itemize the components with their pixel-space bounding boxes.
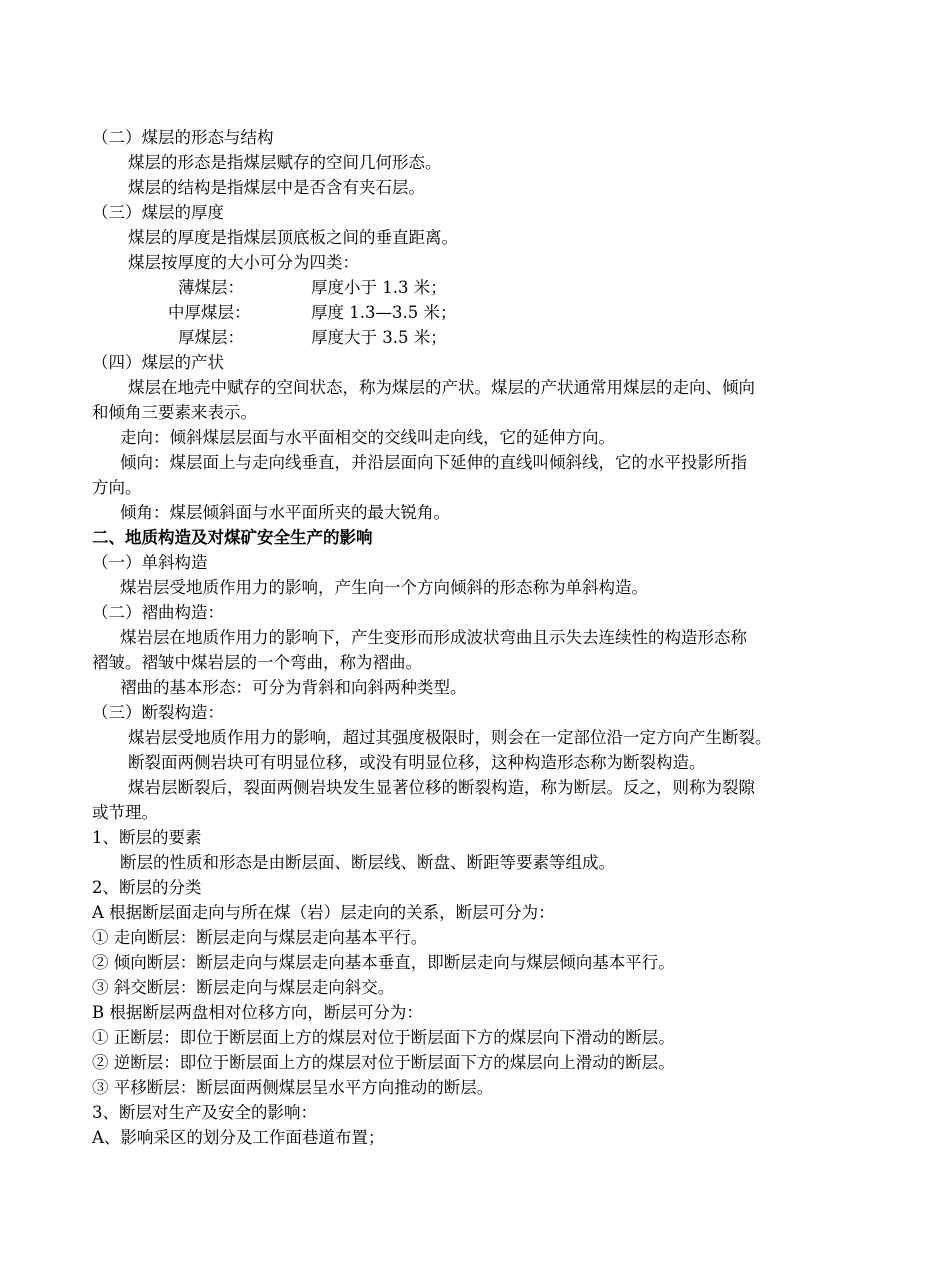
thickness-row-name: 厚煤层： — [178, 328, 244, 347]
thickness-row-desc: 厚度大于 3.5 米； — [311, 328, 447, 347]
thickness-row-desc: 厚度小于 1.3 米； — [311, 278, 447, 297]
paragraph: 倾向：煤层面上与走向线垂直，并沿层面向下延伸的直线叫倾斜线，它的水平投影所指 — [120, 453, 747, 472]
subheading-fault-elements: 1、断层的要素 — [92, 828, 202, 847]
list-item: ② 倾向断层：断层走向与煤层走向基本垂直，即断层走向与煤层倾向基本平行。 — [92, 953, 675, 972]
list-item: ② 逆断层：即位于断层面上方的煤层对位于断层面下方的煤层向上滑动的断层。 — [92, 1053, 675, 1072]
section-heading-fold: （二）褶曲构造： — [92, 603, 224, 622]
list-item: ① 正断层：即位于断层面上方的煤层对位于断层面下方的煤层向下滑动的断层。 — [92, 1028, 675, 1047]
section-heading-monocline: （一）单斜构造 — [92, 553, 208, 572]
chapter-heading-geologic-structure: 二、地质构造及对煤矿安全生产的影响 — [92, 528, 373, 547]
paragraph: 断层的性质和形态是由断层面、断层线、断盘、断距等要素等组成。 — [120, 853, 615, 872]
list-item: ③ 斜交断层：断层走向与煤层走向斜交。 — [92, 978, 395, 997]
paragraph: 煤岩层在地质作用力的影响下，产生变形而形成波状弯曲且示失去连续性的构造形态称 — [120, 628, 747, 647]
paragraph: 煤岩层受地质作用力的影响，产生向一个方向倾斜的形态称为单斜构造。 — [120, 578, 648, 597]
thickness-row-desc: 厚度 1.3—3.5 米； — [311, 303, 457, 322]
paragraph: 和倾角三要素来表示。 — [92, 403, 257, 422]
list-item: ③ 平移断层：断层面两侧煤层呈水平方向推动的断层。 — [92, 1078, 494, 1097]
paragraph: 走向：倾斜煤层层面与水平面相交的交线叫走向线，它的延伸方向。 — [120, 428, 615, 447]
thickness-row-name: 薄煤层： — [178, 278, 244, 297]
paragraph: 煤层的结构是指煤层中是否含有夹石层。 — [128, 178, 425, 197]
section-heading-fracture: （三）断裂构造： — [92, 703, 224, 722]
paragraph: 倾角：煤层倾斜面与水平面所夹的最大锐角。 — [120, 503, 450, 522]
paragraph: 断裂面两侧岩块可有明显位移，或没有明显位移，这种构造形态称为断裂构造。 — [128, 753, 706, 772]
paragraph: 煤岩层受地质作用力的影响，超过其强度极限时，则会在一定部位沿一定方向产生断裂。 — [128, 728, 772, 747]
paragraph: A、影响采区的划分及工作面巷道布置； — [92, 1128, 385, 1147]
paragraph: 煤层的形态是指煤层赋存的空间几何形态。 — [128, 153, 442, 172]
paragraph: 方向。 — [92, 478, 142, 497]
section-heading-coal-thickness: （三）煤层的厚度 — [92, 203, 224, 222]
list-item: ① 走向断层：断层走向与煤层走向基本平行。 — [92, 928, 428, 947]
paragraph: B 根据断层两盘相对位移方向，断层可分为： — [92, 1003, 423, 1022]
paragraph: 煤层在地壳中赋存的空间状态，称为煤层的产状。煤层的产状通常用煤层的走向、倾向 — [128, 378, 755, 397]
thickness-row-name: 中厚煤层： — [168, 303, 251, 322]
paragraph: 褶曲的基本形态：可分为背斜和向斜两种类型。 — [120, 678, 467, 697]
subheading-fault-classification: 2、断层的分类 — [92, 878, 202, 897]
paragraph: A 根据断层面走向与所在煤（岩）层走向的关系，断层可分为： — [92, 903, 555, 922]
paragraph: 煤层的厚度是指煤层顶底板之间的垂直距离。 — [128, 228, 458, 247]
paragraph: 或节理。 — [92, 803, 158, 822]
section-heading-coal-form: （二）煤层的形态与结构 — [92, 128, 274, 147]
paragraph: 煤岩层断裂后，裂面两侧岩块发生显著位移的断裂构造，称为断层。反之，则称为裂隙 — [128, 778, 755, 797]
paragraph: 煤层按厚度的大小可分为四类： — [128, 253, 359, 272]
subheading-fault-impact: 3、断层对生产及安全的影响： — [92, 1103, 317, 1122]
section-heading-coal-attitude: （四）煤层的产状 — [92, 353, 224, 372]
paragraph: 褶皱。褶皱中煤岩层的一个弯曲，称为褶曲。 — [92, 653, 422, 672]
